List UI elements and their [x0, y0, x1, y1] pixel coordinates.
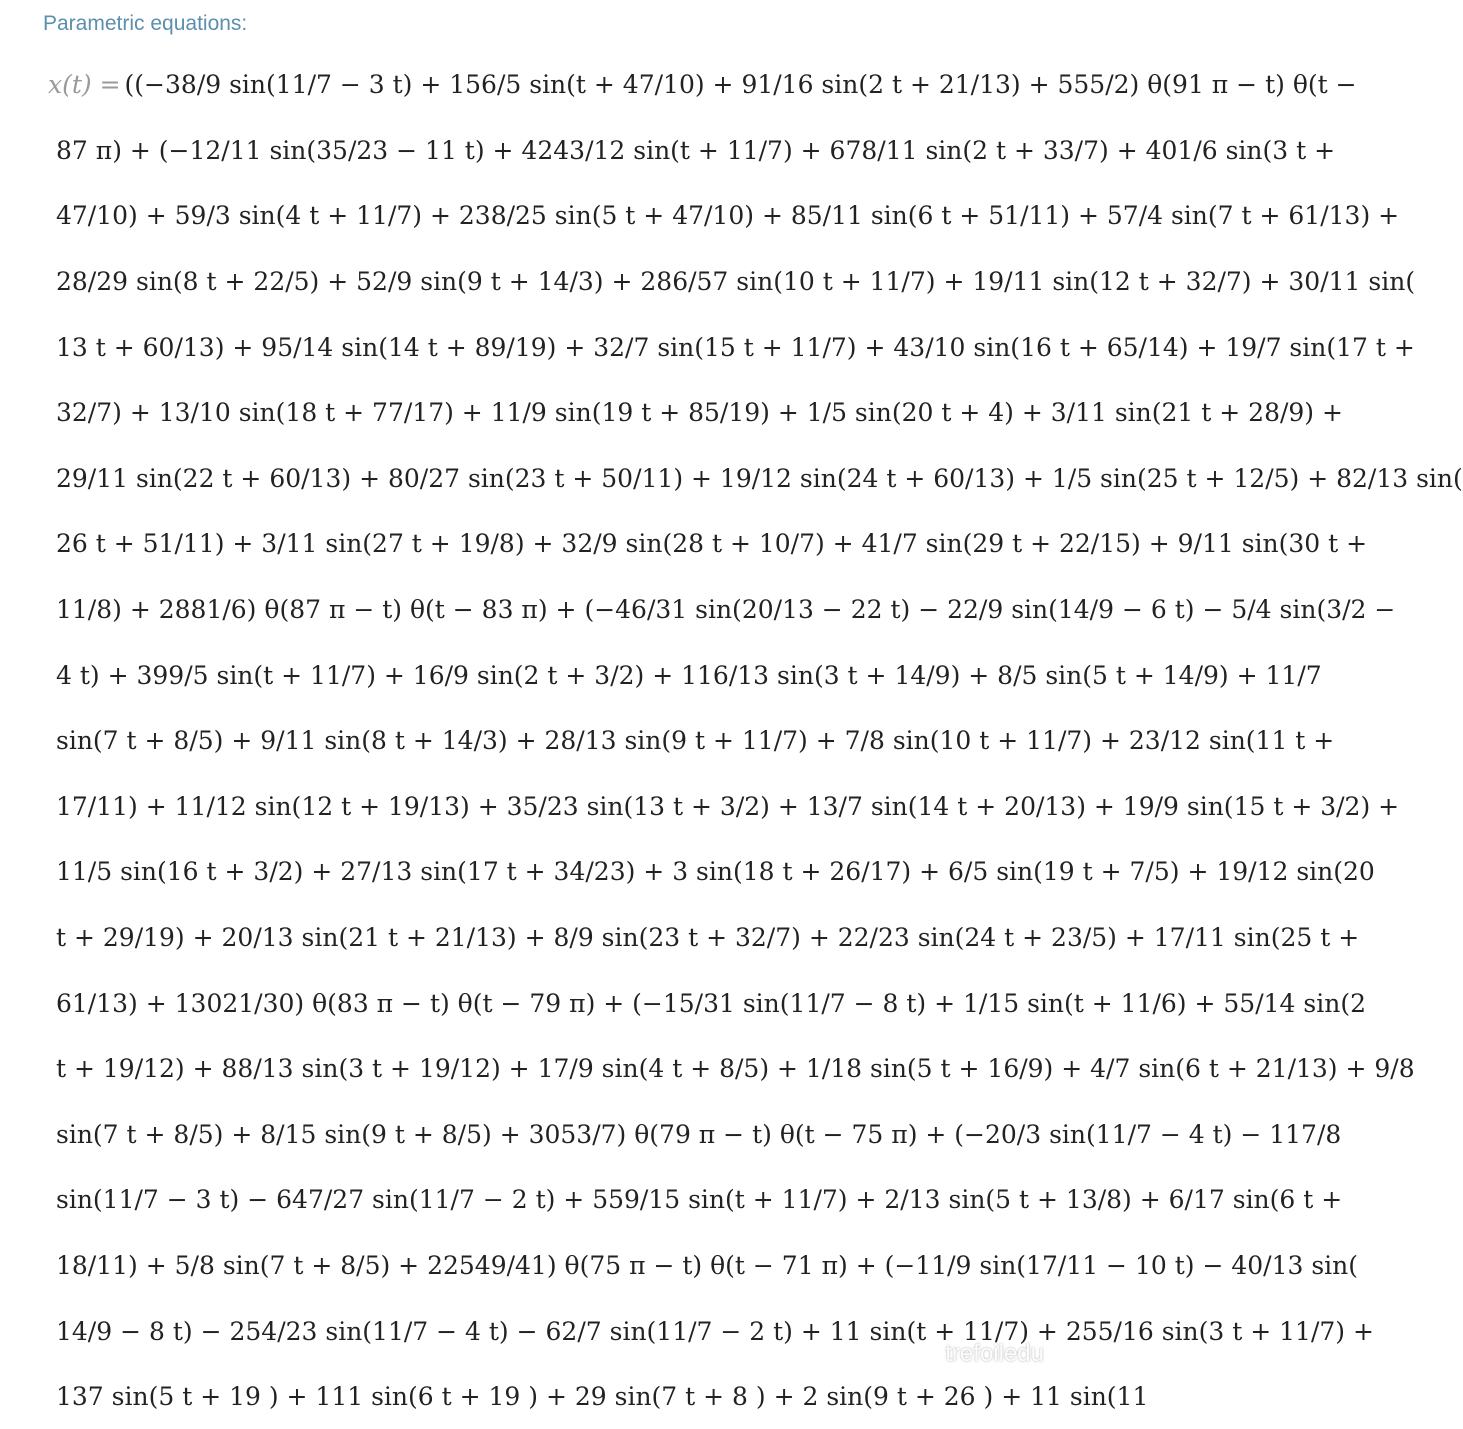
equation-line: [30, 839, 1375, 905]
equation-line: [30, 1167, 1343, 1233]
equation-line: [30, 446, 1463, 512]
equation-line: [30, 577, 1396, 643]
equation-line: [30, 118, 1336, 184]
equation-line: [30, 1036, 1415, 1102]
equation-line: [30, 1364, 1149, 1429]
equation-text: 29/11 sin(22 t + 60/13) + 80/27 sin(23 t + 50/11) + 19/12 sin(24 t + 60/13) + 1/5 sin(25 t + 12/5) + 82/13 sin(: [56, 463, 1463, 493]
watermark-text: trefoiledu: [945, 1340, 1044, 1367]
equation-text: 87 π) + (−12/11 sin(35/23 − 11 t) + 4243/12 sin(t + 11/7) + 678/11 sin(2 t + 33/7) + 401/6 sin(3 t +: [56, 135, 1336, 165]
equation-text: 11/5 sin(16 t + 3/2) + 27/13 sin(17 t + 34/23) + 3 sin(18 t + 26/17) + 6/5 sin(19 t + 7/5) + 19/12 sin(20: [56, 857, 1375, 887]
equation-text: sin(7 t + 8/5) + 9/11 sin(8 t + 14/3) + 28/13 sin(9 t + 11/7) + 7/8 sin(10 t + 11/7) + 23/12 sin(11 t +: [56, 726, 1335, 756]
equation-line: [30, 511, 1368, 577]
equation-text: 11/8) + 2881/6) θ(87 π − t) θ(t − 83 π) + (−46/31 sin(20/13 − 22 t) − 22/9 sin(14/9 − 6 t) − 5/4 sin(3/2 −: [56, 595, 1396, 625]
equation-line: [30, 380, 1343, 446]
wechat-icon: [907, 1342, 937, 1366]
equation-text: ((−38/9 sin(11/7 − 3 t) + 156/5 sin(t + 47/10) + 91/16 sin(2 t + 21/13) + 555/2) θ(91 π − t) θ(t −: [124, 70, 1357, 100]
equation-line: [30, 774, 1400, 840]
equation-text: 17/11) + 11/12 sin(12 t + 19/13) + 35/23 sin(13 t + 3/2) + 13/7 sin(14 t + 20/13) + 19/9 sin(15 t + 3/2) +: [56, 791, 1400, 821]
equation-line: [30, 52, 1357, 118]
equation-text: 26 t + 51/11) + 3/11 sin(27 t + 19/8) + 32/9 sin(28 t + 10/7) + 41/7 sin(29 t + 22/15) + 9/11 sin(30 t +: [56, 529, 1368, 559]
equation-text: 13 t + 60/13) + 95/14 sin(14 t + 89/19) + 32/7 sin(15 t + 11/7) + 43/10 sin(16 t + 65/14) + 19/7 sin(17 t +: [56, 332, 1415, 362]
equation-text: 28/29 sin(8 t + 22/5) + 52/9 sin(9 t + 14/3) + 286/57 sin(10 t + 11/7) + 19/11 sin(12 t + 32/7) + 30/11 sin(: [56, 267, 1416, 297]
equation-line: [30, 1298, 1374, 1364]
equation-line: [30, 183, 1400, 249]
equation-text: t + 29/19) + 20/13 sin(21 t + 21/13) + 8/9 sin(23 t + 32/7) + 22/23 sin(24 t + 23/5) + 17/11 sin(25 t +: [56, 923, 1360, 953]
equation-line: [30, 1102, 1342, 1168]
equation-line: [30, 1233, 1359, 1299]
equation-text: 4 t) + 399/5 sin(t + 11/7) + 16/9 sin(2 t + 3/2) + 116/13 sin(3 t + 14/9) + 8/5 sin(5 t + 14/9) + 11/7: [56, 660, 1322, 690]
equation-line: [30, 970, 1366, 1036]
equation-line: [30, 905, 1360, 971]
equation-text: 47/10) + 59/3 sin(4 t + 11/7) + 238/25 sin(5 t + 47/10) + 85/11 sin(6 t + 51/11) + 57/4 sin(7 t + 61/13) +: [56, 201, 1400, 231]
section-title: Parametric equations:: [43, 12, 248, 35]
equation-lhs: x(t) =: [48, 70, 121, 100]
equation-line: [30, 314, 1415, 380]
equation-text: sin(7 t + 8/5) + 8/15 sin(9 t + 8/5) + 3053/7) θ(79 π − t) θ(t − 75 π) + (−20/3 sin(11/7 − 4 t) − 117/8: [56, 1119, 1342, 1149]
equation-line: [30, 708, 1335, 774]
equation-text: 14/9 − 8 t) − 254/23 sin(11/7 − 4 t) − 62/7 sin(11/7 − 2 t) + 11 sin(t + 11/7) + 255/16 sin(3 t + 11/7) +: [56, 1316, 1374, 1346]
equation-text: 32/7) + 13/10 sin(18 t + 77/17) + 11/9 sin(19 t + 85/19) + 1/5 sin(20 t + 4) + 3/11 sin(21 t + 28/9) +: [56, 398, 1343, 428]
equation-line: [30, 249, 1416, 315]
equation-text: t + 19/12) + 88/13 sin(3 t + 19/12) + 17/9 sin(4 t + 8/5) + 1/18 sin(5 t + 16/9) + 4/7 sin(6 t + 21/13) + 9/8: [56, 1054, 1415, 1084]
parametric-equation-x: [30, 52, 1463, 1429]
watermark: [907, 1340, 1044, 1368]
equation-text: sin(11/7 − 3 t) − 647/27 sin(11/7 − 2 t) + 559/15 sin(t + 11/7) + 2/13 sin(5 t + 13/8) + 6/17 sin(6 t +: [56, 1185, 1343, 1215]
equation-line: [30, 642, 1322, 708]
equation-text: 137 sin(5 t + 19 ) + 111 sin(6 t + 19 ) + 29 sin(7 t + 8 ) + 2 sin(9 t + 26 ) + 11 sin(11: [56, 1382, 1149, 1412]
equation-text: 61/13) + 13021/30) θ(83 π − t) θ(t − 79 π) + (−15/31 sin(11/7 − 8 t) + 1/15 sin(t + 11/6) + 55/14 sin(2: [56, 988, 1366, 1018]
equation-text: 18/11) + 5/8 sin(7 t + 8/5) + 22549/41) θ(75 π − t) θ(t − 71 π) + (−11/9 sin(17/11 − 10 t) − 40/13 sin(: [56, 1250, 1359, 1280]
